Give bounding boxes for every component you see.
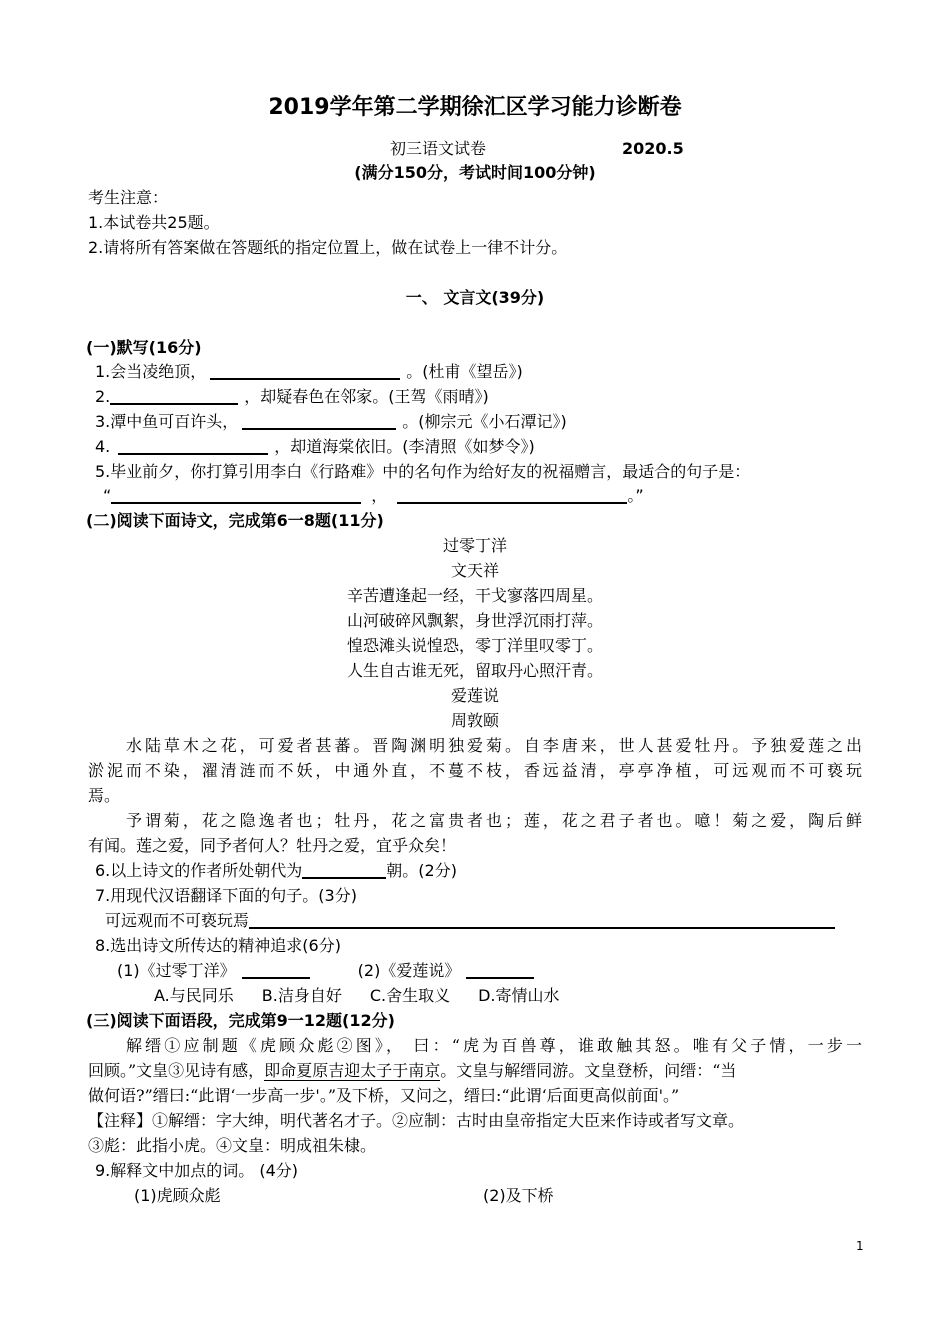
answer-blank-5b[interactable] — [397, 486, 627, 504]
answer-blank-8-1[interactable] — [242, 961, 310, 979]
essay-para-1-line: 水陆草木之花，可爱者甚蕃。晋陶渊明独爱菊。自李唐来，世人甚爱牡丹。予独爱莲之出 — [126, 736, 862, 755]
essay-para-2-line: 有闻。莲之爱，同予者何人？牡丹之爱，宜乎众矣！ — [88, 836, 457, 855]
essay-para-1-line: 焉。 — [88, 786, 121, 805]
question-7-sentence-line — [105, 909, 835, 933]
question-9: 9.解释文中加点的词。 (4分) — [95, 1161, 299, 1180]
option-c: C.舍生取义 — [369, 986, 451, 1005]
part-1-heading: (一)默写(16分) — [86, 338, 202, 357]
question-2-number: 2. — [95, 387, 111, 406]
notice-item-2: 2.请将所有答案做在答题纸的指定位置上，做在试卷上一律不计分。 — [88, 238, 568, 257]
answer-blank-3[interactable] — [242, 412, 396, 430]
passage-line: 做何语?”缙曰:“此谓‘一步高一步'。”及下桥，又问之，缙曰:“此谓‘后面更高似前面'。” — [88, 1086, 680, 1105]
poem-line: 惶恐滩头说惶恐，零丁洋里叹零丁。 — [346, 636, 603, 655]
answer-blank-2[interactable] — [110, 387, 238, 405]
question-6-suffix: 朝。(2分) — [386, 861, 457, 880]
answer-blank-7[interactable] — [249, 911, 835, 929]
question-1-text: 1.会当凌绝顶， — [95, 362, 207, 381]
options-row — [154, 984, 560, 1008]
exam-title: 2019学年第二学期徐汇区学习能力诊断卷 — [268, 95, 682, 120]
question-7-sentence: 可远观而不可亵玩焉 — [105, 911, 250, 930]
poem-author: 文天祥 — [450, 561, 499, 580]
poem-line: 人生自古谁无死，留取丹心照汗青。 — [346, 661, 603, 680]
annotation-line: ③彪：此指小虎。④文皇：明成祖朱棣。 — [88, 1136, 377, 1155]
question-3-text: 3.潭中鱼可百许头， — [95, 412, 239, 431]
question-1 — [95, 360, 523, 384]
underlined-sentence: 即命夏原吉迎太子于南京 — [264, 1061, 441, 1080]
essay-para-2-line: 予谓菊，花之隐逸者也；牡丹，花之富贵者也；莲，花之君子者也。噫！菊之爱，陶后鲜 — [126, 811, 862, 830]
answer-blank-1[interactable] — [210, 362, 400, 380]
option-b: B.洁身自好 — [261, 986, 342, 1005]
close-quote: 。” — [627, 486, 644, 505]
question-4-text: ，却道海棠依旧。(李清照《如梦令》) — [274, 437, 535, 456]
question-9-1: (1)虎顾众彪 — [134, 1186, 221, 1205]
question-8-2: (2)《爱莲说》 — [357, 961, 461, 980]
essay-title: 爱莲说 — [450, 686, 499, 705]
question-2-text: ，却疑春色在邻家。(王驾《雨晴》) — [244, 387, 489, 406]
question-3 — [95, 410, 567, 434]
open-quote: “ — [103, 486, 112, 505]
passage-line-2 — [88, 1059, 736, 1083]
question-5: 5.毕业前夕，你打算引用李白《行路难》中的名句作为给好友的祝福赠言，最适合的句子是： — [95, 462, 751, 481]
passage-line: 解缙①应制题《虎顾众彪②图》， 曰：“虎为百兽尊，谁敢触其怒。唯有父子情，一步一 — [126, 1036, 862, 1055]
essay-author: 周敦颐 — [450, 711, 499, 730]
answer-blank-5a[interactable] — [111, 486, 361, 504]
option-a: A.与民同乐 — [154, 986, 234, 1005]
part-2-heading: (二)阅读下面诗文，完成第6一8题(11分) — [86, 511, 384, 530]
passage-text: 。文皇与解缙同游。文皇登桥，问缙：“当 — [440, 1061, 737, 1080]
question-9-2: (2)及下桥 — [483, 1186, 554, 1205]
notice-item-1: 1.本试卷共25题。 — [88, 213, 220, 232]
question-4-number: 4. — [95, 437, 111, 456]
question-8: 8.选出诗文所传达的精神追求(6分) — [95, 936, 341, 955]
answer-blank-8-2[interactable] — [466, 961, 534, 979]
answer-blank-4[interactable] — [118, 437, 268, 455]
question-8-1: (1)《过零丁洋》 — [117, 961, 236, 980]
question-2 — [95, 385, 489, 409]
page-number: 1 — [856, 1239, 864, 1253]
part-3-heading: (三)阅读下面语段，完成第9一12题(12分) — [86, 1011, 395, 1030]
essay-para-1-line: 淤泥而不染，濯清涟而不妖，中通外直，不蔓不枝，香远益清，亭亭净植，可远观而不可亵玩 — [88, 761, 862, 780]
poem-line: 山河破碎风飘絮，身世浮沉雨打萍。 — [346, 611, 603, 630]
passage-text: 回顾。”文皇③见诗有感， — [88, 1061, 265, 1080]
question-7: 7.用现代汉语翻译下面的句子。(3分) — [95, 886, 357, 905]
comma: ， — [371, 486, 388, 505]
option-d: D.寄情山水 — [478, 986, 560, 1005]
question-1-source: 。(杜甫《望岳》) — [406, 362, 523, 381]
question-8-answers — [117, 959, 534, 983]
poem-line: 辛苦遭逢起一经，干戈寥落四周星。 — [346, 586, 603, 605]
annotation-line: 【注释】①解缙：字大绅，明代著名才子。②应制：古时由皇帝指定大臣来作诗或者写文章。 — [88, 1111, 745, 1130]
notice-heading: 考生注意： — [88, 188, 169, 207]
exam-subtitle: 初三语文试卷 — [390, 139, 487, 158]
exam-date: 2020.5 — [622, 139, 684, 158]
exam-score-time: (满分150分，考试时间100分钟) — [354, 163, 596, 182]
question-6 — [95, 859, 457, 883]
question-6-text: 6.以上诗文的作者所处朝代为 — [95, 861, 303, 880]
question-4 — [95, 435, 535, 459]
question-3-source: 。(柳宗元《小石潭记》) — [402, 412, 567, 431]
answer-blank-6[interactable] — [302, 861, 386, 879]
question-5-answer-line — [103, 484, 644, 508]
section-1-heading: 一、 文言文(39分) — [405, 288, 545, 307]
poem-title: 过零丁洋 — [442, 536, 507, 555]
